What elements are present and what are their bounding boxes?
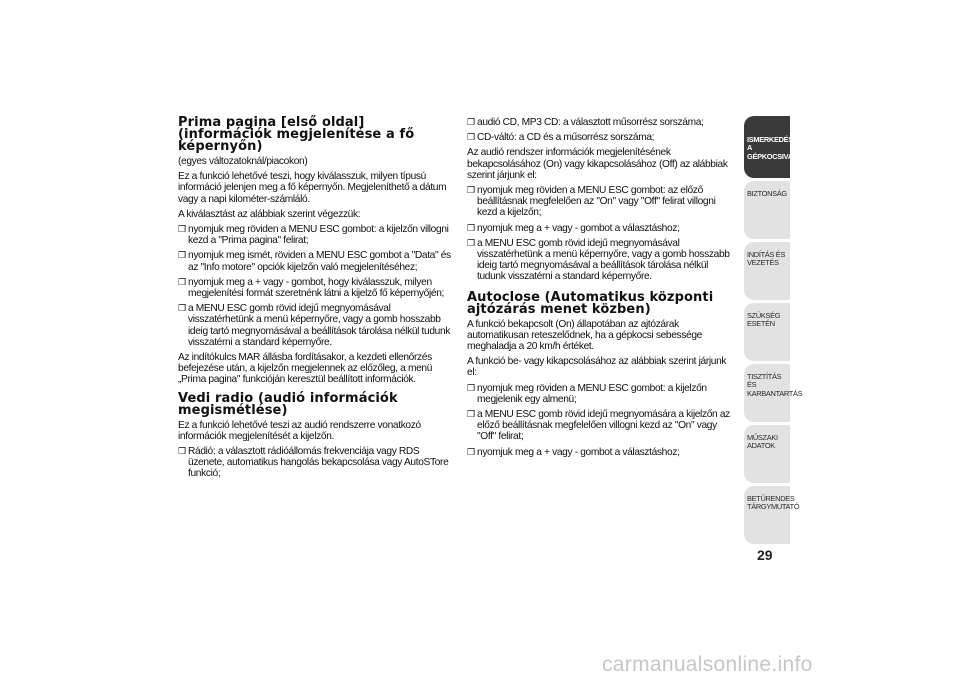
availability-note: (egyes változatoknál/piacokon) [178,156,308,167]
checkbox-bullet-icon: ❒ [467,222,475,233]
section-heading-prima-pagina: Prima pagina [első oldal] (információk megjelenítése a fő képernyőn) [178,115,415,154]
checkbox-bullet-icon: ❒ [467,117,475,127]
left-column [178,117,454,484]
watermark: carmanualsonline.info [602,653,813,676]
tab-betrendes-targymutato[interactable]: BETŰRENDES TÁRGYMUTATÓ [744,486,790,544]
page-number: 29 [757,547,773,563]
paragraph: A kiválasztást az alábbiak szerint végezzük: [178,208,361,220]
list-item [467,447,733,458]
list-item [467,223,733,234]
list-item [467,383,733,405]
checkbox-bullet-icon: ❒ [467,132,475,143]
list-item-text: nyomjuk meg a + vagy - gombot a választáshoz; [477,446,680,458]
list-item-text: nyomjuk meg a + vagy - gombot a választáshoz; [477,222,680,234]
list-item [178,446,454,480]
paragraph: Az audió rendszer információk megjelenítésének bekapcsolásához (On) vagy kikapcsolásához (Off) az alábbiak szerint járjunk el: [467,147,728,181]
list-item [178,250,454,272]
list-item [178,277,454,299]
checkbox-bullet-icon: ❒ [178,250,186,261]
paragraph: A funkció bekapcsolt (On) állapotában az ajtózárak automatikusan reteszelődnek, ha a gépkocsi sebessége meghaladja a 20 km/h értéket. [467,318,702,353]
section-heading-autoclose: Autoclose (Automatikus központi ajtózárás menet közben) [467,289,714,317]
section-heading-vedi-radio: Vedi radio (audió információk megismétlése) [178,390,398,418]
list-item-text: nyomjuk meg röviden a MENU ESC gombot: a kijelzőn villogni kezd a "Prima pagina" felirat; [188,224,449,247]
checkbox-bullet-icon: ❒ [178,446,186,457]
tab-biztonsag[interactable]: BIZTONSÁG [744,181,790,239]
list-item [467,409,733,443]
right-column [467,117,733,462]
list-item [178,224,454,246]
tab-ismerkedes[interactable]: ISMERKEDÉS A GÉPKOCSIVAL [744,116,790,178]
paragraph: A funkció be- vagy kikapcsolásához az alábbiak szerint járjunk el: [467,356,727,379]
checkbox-bullet-icon: ❒ [467,446,475,457]
checkbox-bullet-icon: ❒ [467,237,475,248]
list-item-text: nyomjuk meg röviden a MENU ESC gombot: az előző beállításnak megfelelően az "On" vagy "Off" felirat villogni kezd a kijelzőn; [477,185,716,219]
checkbox-bullet-icon: ❒ [178,303,186,314]
list-item-text: nyomjuk meg a + vagy - gombot, hogy kiválasszuk, milyen megjelenítési formát szeretnénk látni a kijelző fő képernyőjén; [188,276,444,300]
checkbox-bullet-icon: ❒ [178,224,186,235]
list-item [178,303,454,348]
checkbox-bullet-icon: ❒ [467,185,475,196]
list-item [467,185,733,219]
list-item [467,238,733,283]
list-item [467,132,733,143]
checkbox-bullet-icon: ❒ [178,276,186,287]
paragraph: Ez a funkció lehetővé teszi, hogy kiválasszuk, milyen típusú információ jelenjen meg a fő képernyőn. Megjeleníthető a dátum vagy a napi kilométer-számláló. [178,171,447,205]
tab-muszaki-adatok[interactable]: MŰSZAKI ADATOK [744,425,790,483]
list-item-text: a MENU ESC gomb rövid idejű megnyomására a kijelzőn az előző beállításnak megfelelően villogni kezd az "On" vagy "Off" felirat; [477,409,730,443]
list-item [467,117,733,128]
list-item-text: CD-váltó: a CD és a műsorrész sorszáma; [477,132,655,144]
tab-inditas-es-vezetes[interactable]: INDÍTÁS ÉS VEZETÉS [744,242,790,300]
checkbox-bullet-icon: ❒ [467,409,475,420]
tab-szukseg-eseten[interactable]: SZÜKSÉG ESETÉN [744,303,790,361]
list-item-text: audió CD, MP3 CD: a választott műsorrész sorszáma; [477,117,704,128]
list-item-text: nyomjuk meg ismét, röviden a MENU ESC gombot a "Data" és az "Info motore" opciók kijelzőn való megjelenítéséhez; [188,250,451,273]
list-item-text: a MENU ESC gomb rövid idejű megnyomásával visszatérhetünk a menü képernyőre, vagy a gomb hosszabb ideig tartó megnyomásával a beállítások tárolása nélkül tudunk visszatérni a standard képernyőre. [188,303,451,348]
tab-tisztitas-es-karbantartas[interactable]: TISZTÍTÁS ÉS KARBANTARTÁS [744,364,790,422]
paragraph: Ez a funkció lehetővé teszi az audió rendszerre vonatkozó információk megjelenítését a kijelzőn. [178,419,421,442]
list-item-text: a MENU ESC gomb rövid idejű megnyomásával visszatérhetünk a menü képernyőre, vagy a gomb hosszabb ideig tartó megnyomásával a beállítások tárolása nélkül tudunk visszatérni a standard képernyőre. [477,237,730,283]
chapter-tabs [744,116,803,547]
checkbox-bullet-icon: ❒ [467,382,475,393]
list-item-text: Rádió: a választott rádióállomás frekvenciája vagy RDS üzenete, automatikus hangolás bekapcsolása vagy AutoSTore funkció; [188,446,449,480]
list-item-text: nyomjuk meg röviden a MENU ESC gombot: a kijelzőn megjelenik egy almenü; [477,382,707,405]
paragraph: Az indítókulcs MAR állásba fordításakor, a kezdeti ellenőrzés befejezése után, a kijelzőn megjelennek az előzőleg, a menü „Prima pagina" funkcióján keresztül beállított információk. [178,352,433,386]
